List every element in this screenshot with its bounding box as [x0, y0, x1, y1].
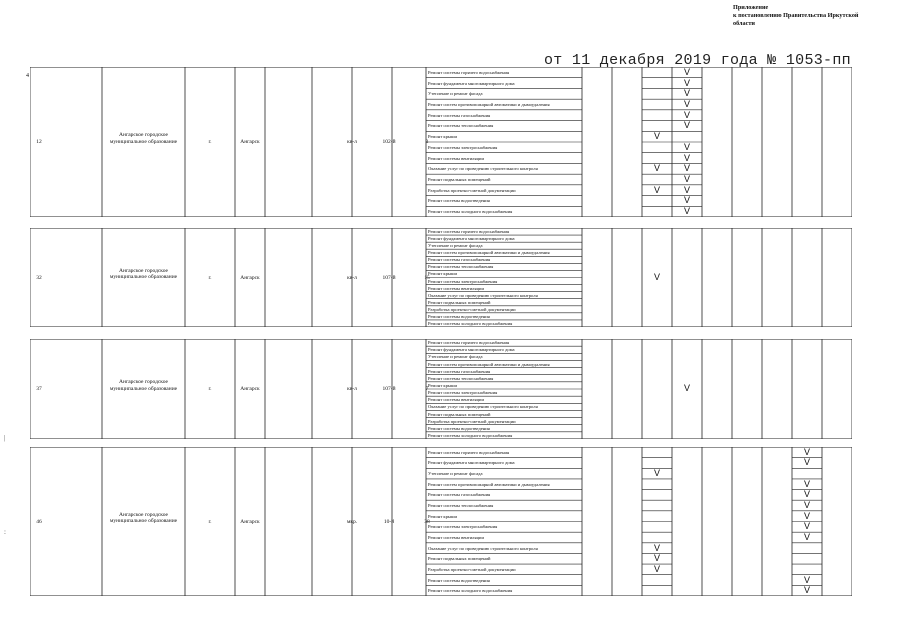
work-item: Ремонт системы водоотведения [428, 198, 490, 204]
check-mark: V [683, 88, 690, 99]
building-number: 15 [424, 274, 430, 281]
work-item: Ремонт системы водоотведения [428, 313, 490, 319]
decree-stamp: от 11 декабря 2019 года № 1053-пп [544, 52, 851, 69]
check-mark: V [683, 152, 690, 163]
work-item: Ремонт фундамента многоквартирного дома [428, 460, 515, 466]
work-item: Ремонт системы вентиляции [428, 155, 484, 161]
check-mark: V [683, 195, 690, 206]
building-number: 38 [424, 518, 430, 525]
work-item: Ремонт систем противопожарной автоматики и дымоудаления [428, 102, 550, 107]
work-item: Ремонт системы вентиляции [428, 534, 484, 540]
check-mark: V [683, 109, 690, 120]
work-item: Ремонт фундамента многоквартирного дома [428, 347, 515, 353]
check-mark: V [803, 500, 810, 511]
table-block-32 [30, 228, 852, 327]
settlement-name: Ангарск [240, 139, 260, 145]
appendix-line-2: к постановлению Правительства Иркутской [733, 12, 859, 19]
work-item: Ремонт системы водоотведения [428, 577, 490, 583]
house-number: 102-й [382, 139, 396, 145]
check-mark: V [683, 66, 690, 77]
work-item: Ремонт крыши [428, 271, 457, 277]
margin-tick: | [4, 434, 6, 442]
work-item: Утепление и ремонт фасада [428, 91, 483, 97]
check-mark: V [683, 120, 690, 131]
work-item: Ремонт системы горячего водоснабжения [428, 229, 510, 235]
work-item: Ремонт подвальных помещений [428, 177, 491, 182]
work-item: Ремонт системы теплоснабжения [428, 123, 494, 129]
street-type: мкр. [346, 518, 358, 525]
work-item: Ремонт системы горячего водоснабжения [428, 69, 510, 75]
check-mark: V [683, 163, 690, 174]
row-number: 37 [36, 386, 42, 392]
work-item: Ремонт системы газоснабжения [428, 112, 491, 118]
work-item: Разработка проектно-сметной документации [428, 306, 516, 312]
row-number: 32 [36, 274, 42, 281]
row-number: 12 [36, 139, 42, 145]
work-item: Ремонт системы теплоснабжения [428, 264, 494, 270]
house-number: 10-й [383, 518, 395, 525]
settlement-name: Ангарск [240, 274, 260, 281]
house-number: 107-й [382, 386, 396, 392]
work-item: Ремонт подвальных помещений [428, 411, 491, 417]
work-item: Ремонт системы газоснабжения [428, 368, 491, 374]
work-item: Ремонт системы газоснабжения [428, 492, 491, 498]
work-item: Разработка проектно-сметной документации [428, 187, 516, 193]
work-item: Оказание услуг по проведению строительного контроля [428, 545, 538, 551]
work-item: Оказание услуг по проведению строительного контроля [428, 404, 538, 410]
work-item: Ремонт системы холодного водоснабжения [428, 320, 513, 326]
check-mark: V [653, 131, 660, 142]
appendix-header [733, 4, 893, 28]
check-mark: V [683, 206, 690, 217]
check-mark: V [803, 521, 810, 532]
work-item: Ремонт системы газоснабжения [428, 257, 491, 263]
page-mark: 4 [26, 73, 29, 79]
work-item: Ремонт системы теплоснабжения [428, 503, 494, 509]
work-item: Ремонт системы вентиляции [428, 285, 484, 291]
check-mark: V [653, 468, 660, 479]
work-item: Ремонт системы горячего водоснабжения [428, 340, 510, 346]
check-mark: V [653, 184, 660, 195]
work-item: Ремонт системы электроснабжения [428, 278, 498, 284]
check-mark: V [803, 531, 810, 542]
work-item: Оказание услуг по проведению строительного контроля [428, 292, 538, 298]
work-item: Ремонт системы вентиляции [428, 397, 484, 403]
check-mark: V [683, 184, 690, 195]
building-number: 7 [425, 386, 429, 392]
work-item: Разработка проектно-сметной документации [428, 566, 516, 572]
work-item: Оказание услуг по проведению строительного контроля [428, 166, 538, 172]
work-item: Утепление и ремонт фасада [428, 471, 483, 477]
work-item: Ремонт системы холодного водоснабжения [428, 432, 513, 438]
check-mark: V [653, 163, 660, 174]
work-item: Ремонт системы электроснабжения [428, 524, 498, 530]
work-item: Ремонт системы электроснабжения [428, 144, 498, 150]
work-item: Ремонт фундамента многоквартирного дома [428, 80, 515, 86]
check-mark: V [803, 574, 810, 585]
settlement-type: г. [208, 518, 212, 525]
work-item: Ремонт систем противопожарной автоматики и дымоудаления [428, 481, 550, 487]
work-item: Ремонт фундамента многоквартирного дома [428, 236, 515, 242]
work-item: Утепление и ремонт фасада [428, 354, 483, 360]
work-item: Ремонт крыши [428, 382, 457, 388]
table-block-46 [30, 447, 852, 596]
building-number: 3 [425, 139, 429, 145]
settlement-type: г. [208, 139, 212, 145]
check-mark: V [683, 141, 690, 152]
municipality-name: Ангарское городское муниципальное образование [109, 379, 178, 392]
check-mark: V [803, 510, 810, 521]
work-item: Разработка проектно-сметной документации [428, 418, 516, 424]
appendix-line-3: области [733, 20, 755, 27]
check-mark: V [683, 77, 690, 88]
check-mark: V [653, 271, 660, 282]
municipality-name: Ангарское городское муниципальное образование [109, 511, 178, 524]
check-mark: V [803, 457, 810, 468]
check-mark: V [803, 489, 810, 500]
street-type: кв-л [347, 274, 357, 281]
check-mark: V [653, 553, 660, 564]
row-number: 46 [36, 518, 42, 525]
settlement-name: Ангарск [240, 386, 260, 392]
check-mark: V [683, 383, 690, 393]
check-mark: V [683, 99, 690, 109]
check-mark: V [683, 174, 690, 184]
appendix-line-1: Приложение [733, 4, 769, 11]
check-mark: V [653, 563, 660, 574]
work-item: Ремонт систем противопожарной автоматики и дымоудаления [428, 361, 550, 367]
work-item: Ремонт систем противопожарной автоматики и дымоудаления [428, 250, 550, 256]
settlement-type: г. [208, 386, 212, 392]
house-number: 107-й [382, 274, 396, 281]
work-item: Утепление и ремонт фасада [428, 243, 483, 249]
settlement-type: г. [208, 274, 212, 281]
margin-tick: : [4, 528, 6, 536]
check-mark: V [803, 585, 810, 596]
work-item: Ремонт системы теплоснабжения [428, 375, 494, 381]
check-mark: V [653, 542, 660, 553]
municipality-name: Ангарское городское муниципальное образование [109, 132, 178, 145]
table-block-37 [30, 339, 852, 439]
work-item: Ремонт системы электроснабжения [428, 390, 498, 396]
check-mark: V [803, 446, 810, 457]
work-item: Ремонт системы холодного водоснабжения [428, 588, 513, 594]
work-item: Ремонт подвальных помещений [428, 299, 491, 305]
street-type: кв-л [347, 386, 357, 392]
street-type: кв-л [347, 139, 357, 145]
work-item: Ремонт системы горячего водоснабжения [428, 449, 510, 455]
settlement-name: Ангарск [240, 518, 260, 525]
work-item: Ремонт крыши [428, 513, 457, 519]
work-item: Ремонт системы водоотведения [428, 425, 490, 431]
table-block-12 [30, 67, 852, 217]
check-mark: V [803, 478, 810, 489]
municipality-name: Ангарское городское муниципальное образование [109, 267, 178, 280]
work-item: Ремонт крыши [428, 134, 457, 140]
work-item: Ремонт подвальных помещений [428, 556, 491, 562]
work-item: Ремонт системы холодного водоснабжения [428, 209, 513, 215]
